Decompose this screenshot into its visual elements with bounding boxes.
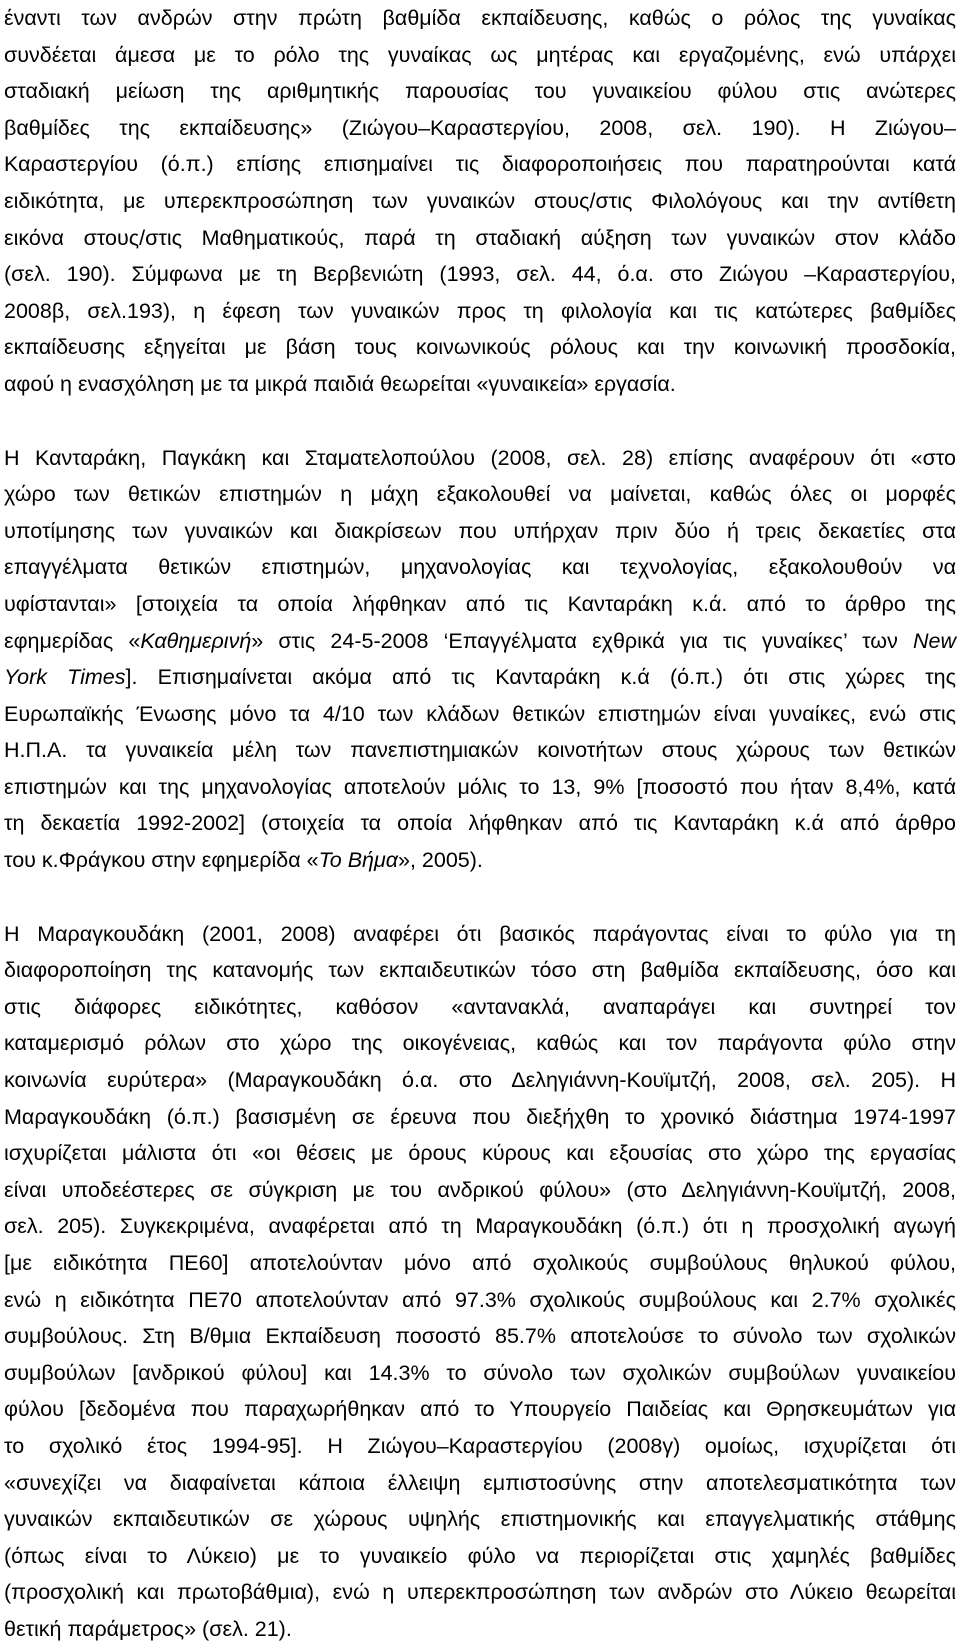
- text-line: (προσχολική και πρωτοβάθμια), ενώ η υπερεκπροσώπηση των ανδρών στο Λύκειο θεωρείται: [4, 1580, 956, 1605]
- paragraph-3: [4, 916, 956, 1648]
- text-line: κοινωνία ευρύτερα» (Μαραγκουδάκη ό.α. στο Δεληγιάννη-Κουϊμτζή, 2008, σελ. 205). Η: [4, 1068, 956, 1093]
- text-line: επιστημών και της μηχανολογίας αποτελούν μόλις το 13, 9% [ποσοστό που ήταν 8,4%, κατά: [4, 774, 956, 799]
- text-line: εικόνα στους/στις Μαθηματικούς, παρά τη σταδιακή αύξηση των γυναικών στον κλάδο: [4, 225, 956, 250]
- text-line: το σχολικό έτος 1994-95]. Η Ζιώγου–Καραστεργίου (2008γ) ομοίως, ισχυρίζεται ότι: [4, 1433, 956, 1458]
- text-line: υφίστανται» [στοιχεία τα οποία λήφθηκαν από τις Κανταράκη κ.ά. από το άρθρο της: [4, 591, 956, 616]
- text-line: συμβούλων [ανδρικού φύλου] και 14.3% το σύνολο των σχολικών συμβούλων γυναικείου: [4, 1360, 956, 1385]
- paragraph-1: [4, 0, 956, 403]
- text-line: αφού η ενασχόληση με τα μικρά παιδιά θεωρείται «γυναικεία» εργασία.: [4, 371, 676, 396]
- text-line: σελ. 205). Συγκεκριμένα, αναφέρεται από τη Μαραγκουδάκη (ό.π.) ότι η προσχολική αγωγή: [4, 1214, 956, 1239]
- paragraph-gap: [4, 879, 956, 916]
- text-line: γυναικών εκπαιδευτικών σε χώρους υψηλής επιστημονικής και επαγγελματικής στάθμης: [4, 1507, 956, 1532]
- text-line: είναι υποδεέστερες σε σύγκριση με του ανδρικού φύλου» (στο Δεληγιάννη-Κουϊμτζή, 2008,: [4, 1177, 956, 1202]
- text-line: βαθμίδες της εκπαίδευσης» (Ζιώγου–Καραστεργίου, 2008, σελ. 190). Η Ζιώγου–: [4, 115, 956, 140]
- text-line: καταμερισμό ρόλων στο χώρο της οικογένειας, καθώς και τον παράγοντα φύλο στην: [4, 1031, 956, 1056]
- text-line: συμβούλους. Στη Β/θμια Εκπαίδευση ποσοστό 85.7% αποτελούσε το σύνολο των σχολικών: [4, 1324, 956, 1349]
- text-line: στις διάφορες ειδικότητες, καθόσον «αντανακλά, αναπαράγει και συντηρεί τον: [4, 994, 956, 1019]
- text-line: εκπαίδευσης εξηγείται με βάση τους κοινωνικούς ρόλους και την κοινωνική προσδοκία,: [4, 335, 956, 360]
- text-line: επαγγέλματα θετικών επιστημών, μηχανολογίας και τεχνολογίας, εξακολουθούν να: [4, 555, 956, 580]
- text-line: σταδιακή μείωση της αριθμητικής παρουσίας του γυναικείου φύλου στις ανώτερες: [4, 79, 956, 104]
- text-line: ισχυρίζεται μάλιστα ότι «οι θέσεις με όρους κύρους και εξουσίας στο χώρο της εργασίας: [4, 1141, 956, 1166]
- text-line: «συνεχίζει να διαφαίνεται κάποια έλλειψη εμπιστοσύνης στην αποτελεσματικότητα των: [4, 1470, 956, 1495]
- text-line: Μαραγκουδάκη (ό.π.) βασισμένη σε έρευνα που διεξήχθη το χρονικό διάστημα 1974-1997: [4, 1104, 956, 1129]
- text-line: Η Μαραγκουδάκη (2001, 2008) αναφέρει ότι βασικός παράγοντας είναι το φύλο για τη: [4, 921, 956, 946]
- paragraph-gap: [4, 403, 956, 440]
- text-line: του κ.Φράγκου στην εφημερίδα «Το Βήμα», 2005).: [4, 848, 483, 873]
- text-line: φύλου [δεδομένα που παραχωρήθηκαν από το Υπουργείο Παιδείας και Θρησκευμάτων για: [4, 1397, 956, 1422]
- text-line: (όπως είναι το Λύκειο) με το γυναικείο φύλο να περιορίζεται στις χαμηλές βαθμίδες: [4, 1543, 956, 1568]
- text-line: θετική παράμετρος» (σελ. 21).: [4, 1616, 292, 1641]
- paragraph-2: [4, 440, 956, 879]
- text-line: Η.Π.Α. τα γυναικεία μέλη των πανεπιστημιακών κοινοτήτων στους χώρους των θετικών: [4, 738, 956, 763]
- text-line: υποτίμησης των γυναικών και διακρίσεων που υπήρχαν πριν δύο ή τρεις δεκαετίες στα: [4, 518, 956, 543]
- text-line: διαφοροποίηση της κατανομής των εκπαιδευτικών τόσο στη βαθμίδα εκπαίδευσης, όσο και: [4, 958, 956, 983]
- text-line: χώρο των θετικών επιστημών η μάχη εξακολουθεί να μαίνεται, καθώς όλες οι μορφές: [4, 482, 956, 507]
- document-page: [4, 0, 956, 1648]
- text-line: ειδικότητα, με υπερεκπροσώπηση των γυναικών στους/στις Φιλολόγους και την αντίθετη: [4, 188, 956, 213]
- text-line: ενώ η ειδικότητα ΠΕ70 αποτελούνταν από 97.3% σχολικούς συμβούλους και 2.7% σχολικές: [4, 1287, 956, 1312]
- text-line: 2008β, σελ.193), η έφεση των γυναικών προς τη φιλολογία και τις κατώτερες βαθμίδες: [4, 298, 956, 323]
- text-line: [με ειδικότητα ΠΕ60] αποτελούνταν μόνο από σχολικούς συμβούλους θηλυκού φύλου,: [4, 1251, 956, 1275]
- text-line: τη δεκαετία 1992-2002] (στοιχεία τα οποία λήφθηκαν από τις Κανταράκη κ.ά από άρθρο: [4, 811, 956, 836]
- text-line: έναντι των ανδρών στην πρώτη βαθμίδα εκπαίδευσης, καθώς ο ρόλος της γυναίκας: [4, 6, 956, 30]
- text-line: συνδέεται άμεσα με το ρόλο της γυναίκας ως μητέρας και εργαζομένης, ενώ υπάρχει: [4, 42, 956, 67]
- text-line: Ευρωπαϊκής Ένωσης μόνο τα 4/10 των κλάδων θετικών επιστημών είναι γυναίκες, ενώ στις: [4, 701, 956, 726]
- text-line: York Times]. Επισημαίνεται ακόμα από τις Κανταράκη κ.ά (ό.π.) ότι στις χώρες της: [4, 665, 956, 690]
- text-line: εφημερίδας «Καθημερινή» στις 24-5-2008 ‘Επαγγέλματα εχθρικά για τις γυναίκες’ των New: [4, 628, 956, 653]
- text-line: (σελ. 190). Σύμφωνα με τη Βερβενιώτη (1993, σελ. 44, ό.α. στο Ζιώγου –Καραστεργίου,: [4, 262, 956, 287]
- text-line: Η Κανταράκη, Παγκάκη και Σταματελοπούλου (2008, σελ. 28) επίσης αναφέρουν ότι «στο: [4, 445, 956, 470]
- text-line: Καραστεργίου (ό.π.) επίσης επισημαίνει τις διαφοροποιήσεις που παρατηρούνται κατά: [4, 152, 956, 177]
